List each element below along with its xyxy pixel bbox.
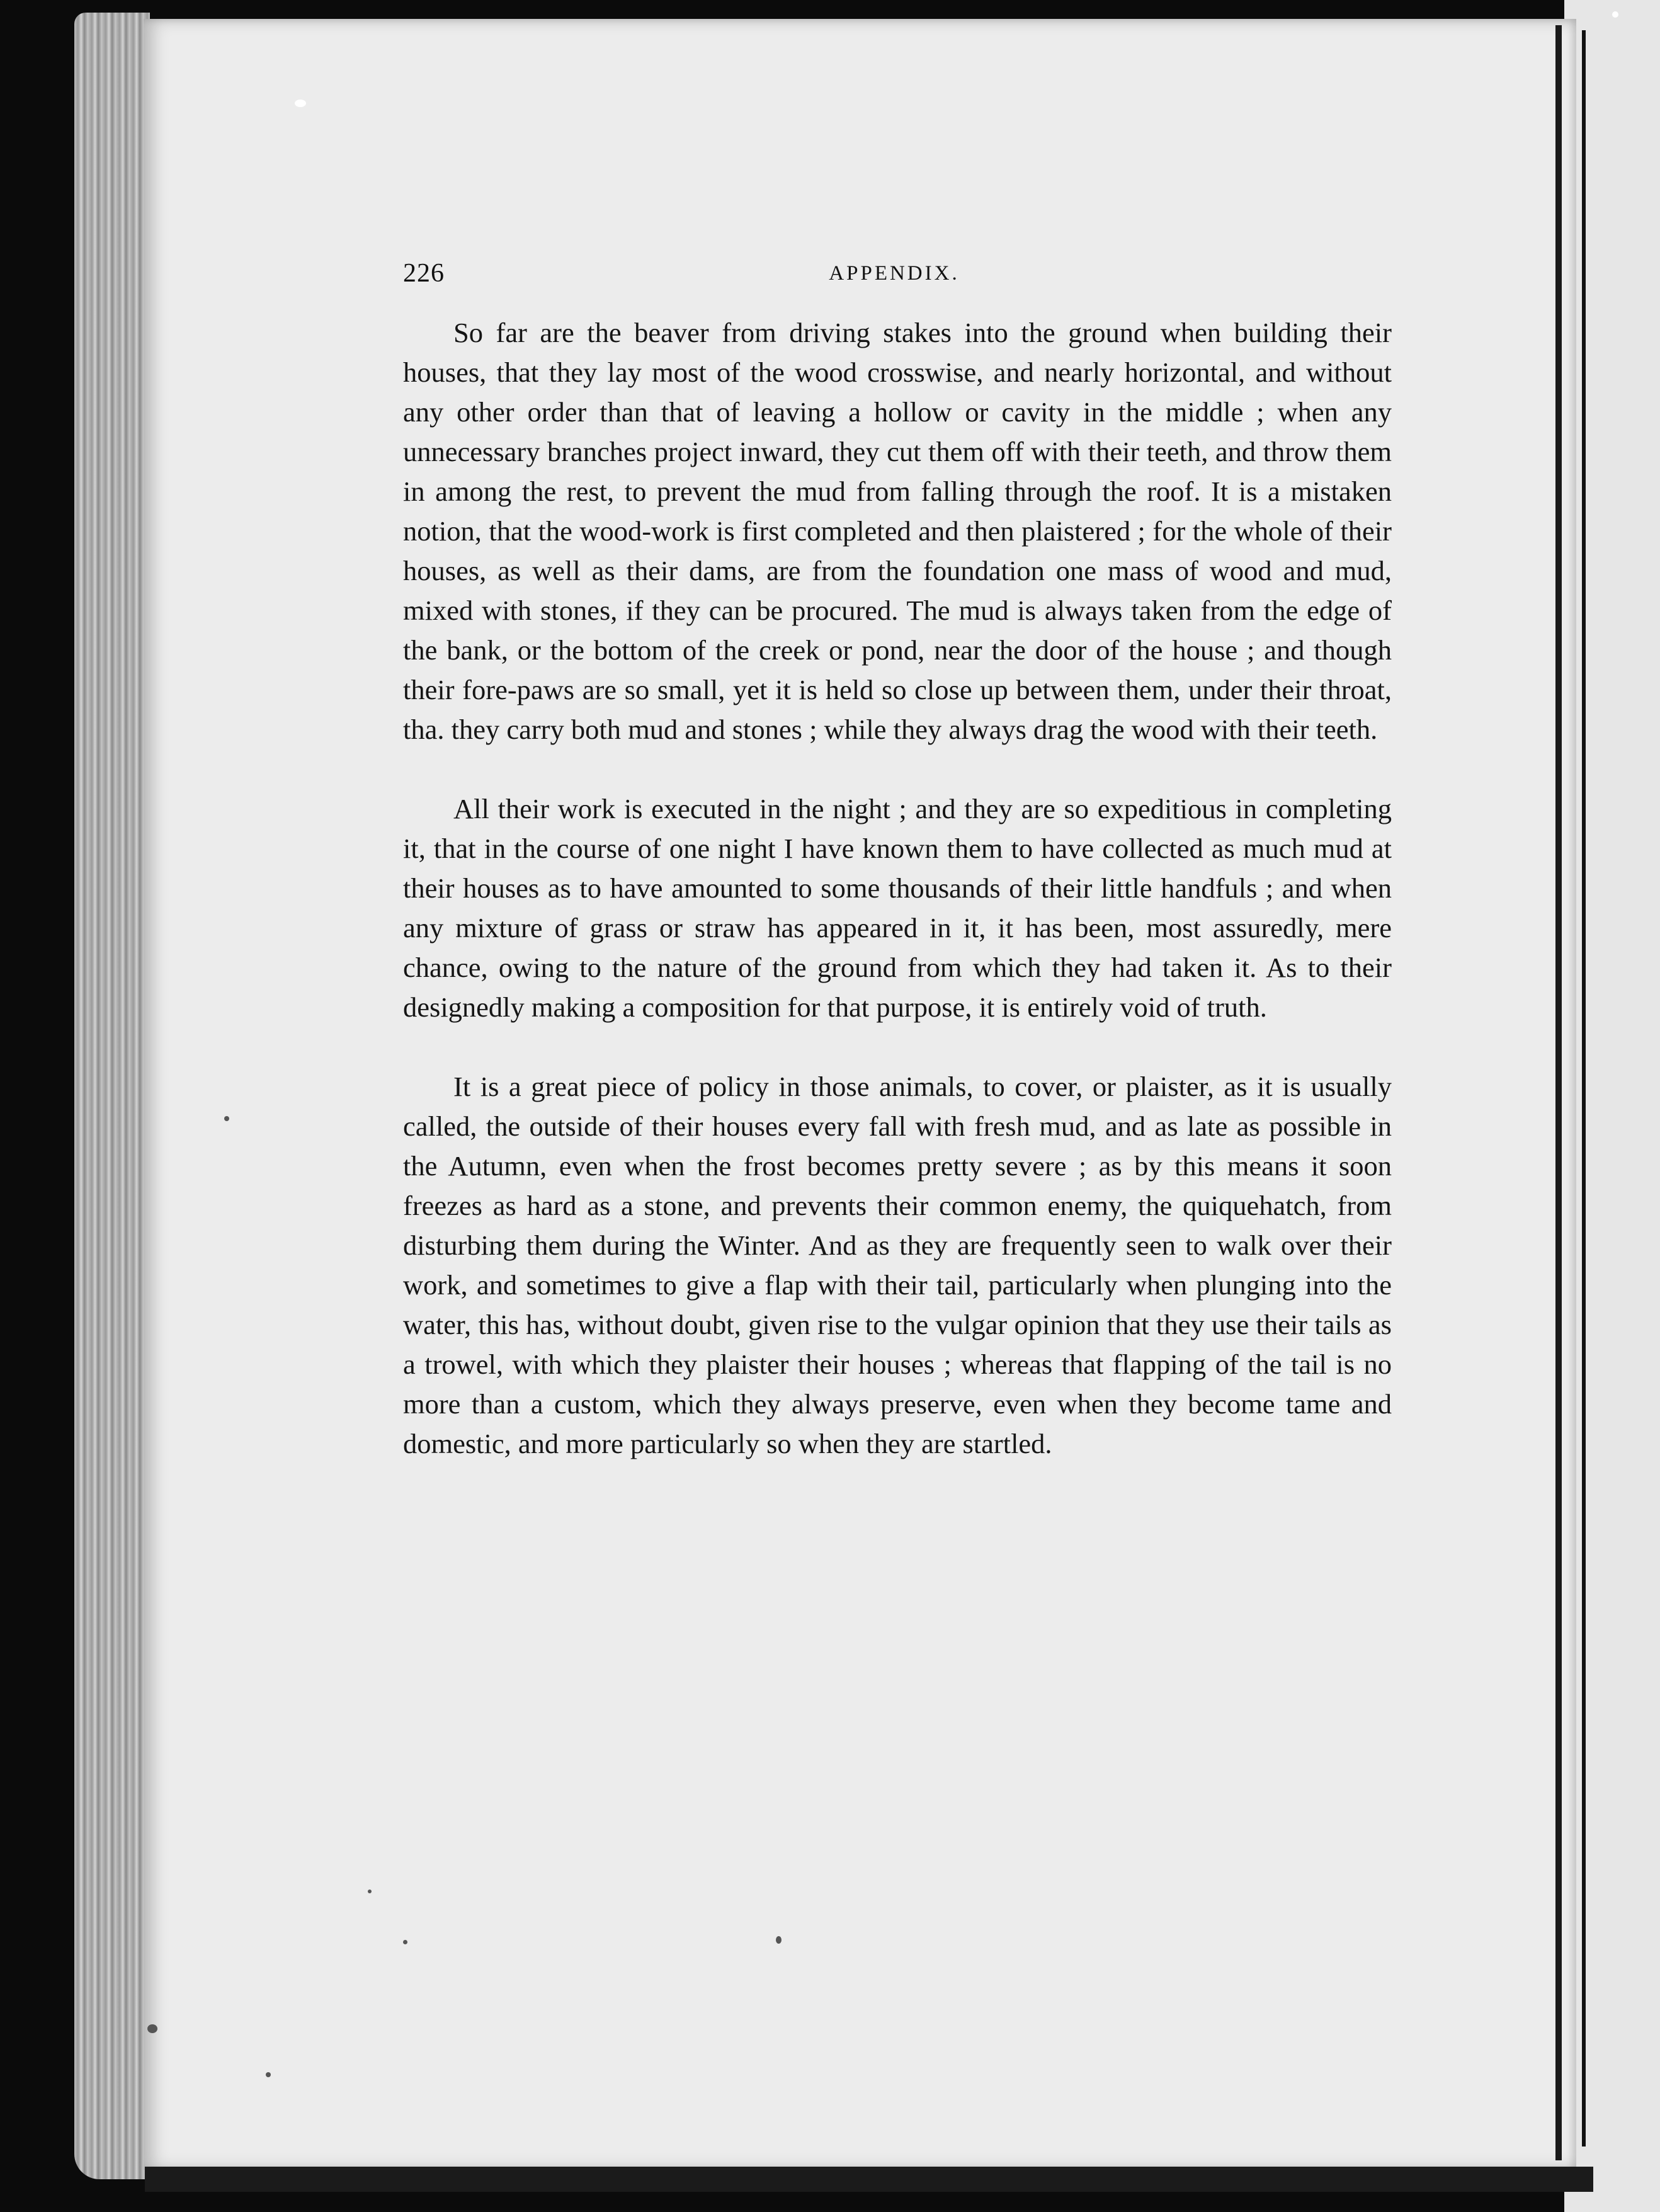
facing-page-border — [1582, 30, 1586, 2146]
running-head-title: APPENDIX. — [829, 262, 960, 285]
paragraph-night-work: All their work is executed in the night ; and they are so expeditious in completing it, that in the course of one night I have known them to have collected as much mud at their houses as to have amounted to some thousands of their little handfuls ; and when any mixture of grass or straw has appeared in it, it has been, most assuredly, mere chance, owing to the nature of the ground from which they had taken it. As to their designedly making a composition for that purpose, it is entirely void of truth. — [403, 793, 1392, 1023]
paragraph-beaver-houses: So far are the beaver from driving stakes into the ground when building their houses, that they lay most of the wood crosswise, and nearly horizontal, and without any other order than that of leaving a hollow or cavity in the middle ; when any unnecessary branches project inward, they cut them off with their teeth, and throw them in among the rest, to prevent the mud from falling through the roof. It is a mistaken notion, that the wood-work is first completed and then plaistered ; for the whole of their houses, as well as their dams, are from the foundation one mass of wood and mud, mixed with stones, if they can be procured. The mud is always taken from the edge of the bank, or the bottom of the creek or pond, near the door of the house ; and though their fore-paws are so small, yet it is held so close up between them, under their throat, tha. they carry both mud and stones ; while they always drag the wood with their teeth. — [403, 317, 1392, 745]
scan-speck — [403, 1940, 407, 1944]
paragraph-plaistering: It is a great piece of policy in those animals, to cover, or plaister, as it is usually called, the outside of their houses every fall with fresh mud, and as late as possible in the Autumn, even when the frost becomes pretty severe ; as by this means it soon freezes as hard as a stone, and prevents their common enemy, the quiquehatch, from disturbing them during the Winter. And as they are frequently seen to walk over their work, and sometimes to give a flap with their tail, particularly when plunging into the water, this has, without doubt, given rise to the vulgar opinion that they use their tails as a trowel, with which they plaister their houses ; whereas that flapping of the tail is no more than a custom, which they always preserve, even when they become tame and domestic, and more particularly so when they are startled. — [403, 1071, 1392, 1459]
book-bottom-edge — [145, 2167, 1593, 2192]
running-head — [403, 258, 1385, 302]
facing-page-edge — [1564, 0, 1660, 2212]
page-gutter-shadow — [1555, 25, 1562, 2160]
scan-speck — [266, 2072, 271, 2077]
scan-speck — [368, 1890, 372, 1893]
scan-speck — [224, 1116, 229, 1121]
page-number: 226 — [403, 259, 445, 288]
scan-speck — [1612, 11, 1618, 18]
scan-speck — [147, 2024, 157, 2033]
scan-speck — [295, 100, 306, 107]
scan-speck — [776, 1936, 782, 1944]
body-text — [403, 313, 1392, 1464]
book-page-edges — [74, 13, 150, 2179]
